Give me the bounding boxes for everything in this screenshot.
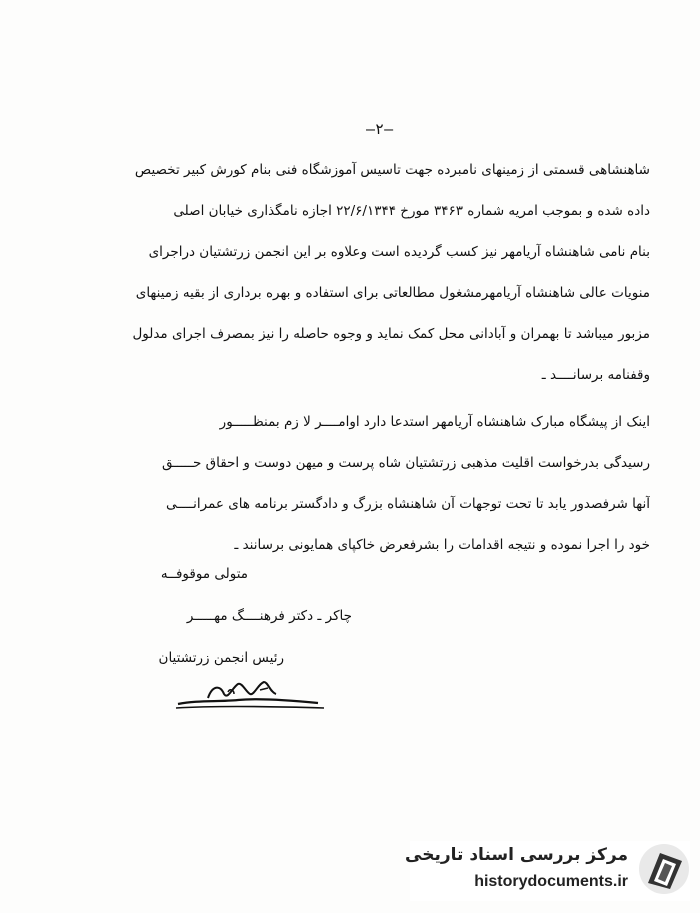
watermark-title: مرکز بررسی اسناد تاریخی — [405, 845, 628, 865]
body-line: شاهنشاهی قسمتی از زمینهای نامبرده جهت تاسیس آموزشگاه فنی بنام کورش کبیر تخصیص — [134, 162, 650, 178]
watermark-url: historydocuments.ir — [474, 873, 628, 890]
body-line: مزبور میباشد تا بهمران و آبادانی محل کمک نماید و وجوه حاصله را نیز بمصرف اجرای مدلول — [132, 326, 650, 342]
letter-body — [30, 150, 650, 566]
body-line: بنام نامی شاهنشاه آریامهر نیز کسب گردیده است وعلاوه بر این انجمن زرتشتیان دراجرای — [148, 244, 650, 260]
body-line: اینک از پیشگاه مبارک شاهنشاه آریامهر استدعا دارد اوامــــر لا زم بمنظـــــور — [219, 414, 650, 430]
signatory-name: چاکر ـ دکتر فرهنــــگ مهـــــر — [186, 608, 352, 624]
body-line: خود را اجرا نموده و نتیجه اقدامات را بشرفعرض خاکپای همایونی برسانند ـ — [234, 537, 650, 553]
closing-line: متولی موقوفــه — [160, 566, 248, 582]
page-number: —٢— — [366, 120, 394, 138]
watermark-logo — [405, 841, 690, 901]
handwritten-signature — [168, 670, 328, 720]
body-line: داده شده و بموجب امریه شماره ۳۴۶۳ مورخ ۲۲/۶/۱۳۴۴ اجازه نامگذاری خیابان اصلی — [173, 203, 650, 219]
body-line: منویات عالی شاهنشاه آریامهرمشغول مطالعاتی برای استفاده و بهره برداری از بقیه زمینهای — [135, 285, 650, 301]
body-line: آنها شرفصدور یابد تا تحت توجهات آن شاهنشاه بزرگ و دادگستر برنامه های عمرانــــی — [166, 496, 650, 512]
body-line: رسیدگی بدرخواست اقلیت مذهبی زرتشتیان شاه پرست و میهن دوست و احقاق حـــــق — [161, 455, 650, 471]
document-stack-icon — [638, 843, 690, 895]
signatory-title: رئیس انجمن زرتشتیان — [158, 650, 284, 666]
body-line: وقفنامه برسانــــد ـ — [541, 367, 650, 383]
